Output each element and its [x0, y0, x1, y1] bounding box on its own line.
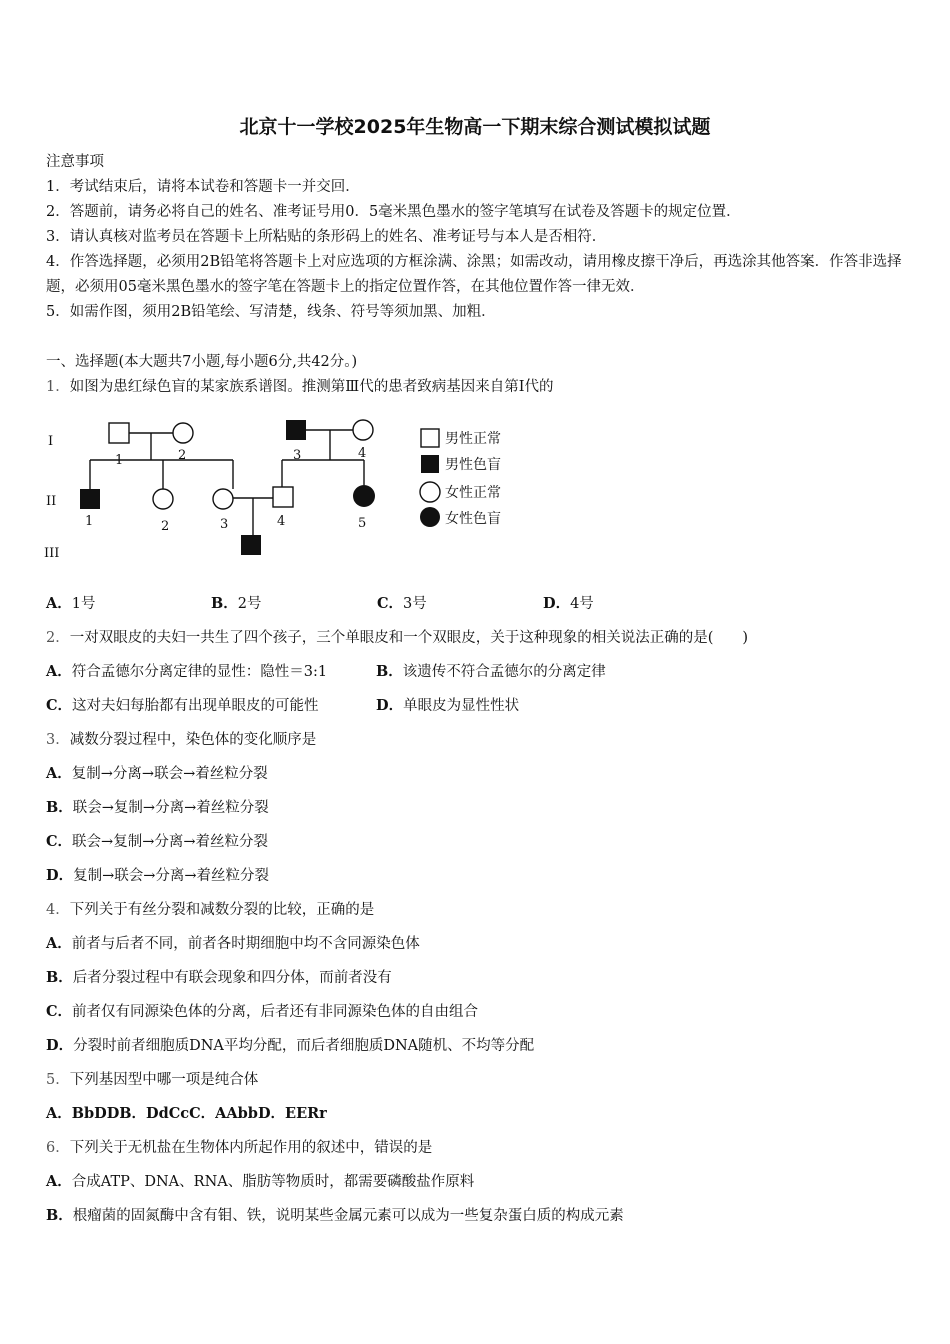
- question-5: 5．下列基因型中哪一项是纯合体: [46, 1072, 259, 1088]
- q4-option-c: C．前者仅有同源染色体的分离，后者还有非同源染色体的自由组合: [46, 1003, 479, 1020]
- q5-options: A．BbDDB．DdCcC．AAbbD．EERr: [46, 1105, 327, 1122]
- q3-option-a: A．复制→分离→联会→着丝粒分裂: [46, 765, 268, 782]
- notice-item-2: 2．答题前，请务必将自己的姓名、准考证号用0．5毫米黑色墨水的签字笔填写在试卷及答题卡的规定位置．: [46, 204, 741, 220]
- gen1-female-2-normal: [173, 423, 193, 443]
- q4-option-a: A．前者与后者不同，前者各时期细胞中均不含同源染色体: [46, 935, 420, 952]
- pedigree-legend: [420, 429, 501, 527]
- label-II-4: 4: [277, 514, 286, 529]
- page-title: 北京十一学校2025年生物高一下期末综合测试模拟试题: [239, 116, 711, 138]
- gen2-female-3-normal: [213, 489, 233, 509]
- q4-option-d: D．分裂时前者细胞质DNA平均分配，而后者细胞质DNA随机、不均等分配: [46, 1037, 535, 1054]
- notice-item-1: 1．考试结束后，请将本试卷和答题卡一并交回．: [46, 179, 360, 195]
- gen2-female-2-normal: [153, 489, 173, 509]
- q2-option-b: B．该遗传不符合孟德尔的分离定律: [376, 663, 606, 680]
- question-number: 1．: [46, 379, 70, 395]
- question-4: 4．下列关于有丝分裂和减数分裂的比较，正确的是: [46, 902, 375, 918]
- label-II-3: 3: [220, 517, 229, 532]
- question-text: 如图为患红绿色盲的某家族系谱图。推测第Ⅲ代的患者致病基因来自第Ⅰ代的: [69, 379, 554, 395]
- section-heading: 一、选择题(本大题共7小题,每小题6分,共42分。): [46, 354, 358, 370]
- gen1-male-3-affected: [286, 420, 306, 440]
- notice-item-4: 4．作答选择题，必须用2B铅笔将答题卡上对应选项的方框涂满、涂黑；如需改动，请用橡皮擦干净后，再选涂其他答案．作答非选择题，必须用05毫米黑色墨水的签字笔在答题卡上的指定位置作答，在其他位置作答一律无效．: [46, 254, 902, 295]
- legend-female-normal-icon: [420, 482, 440, 502]
- pedigree-symbols: [80, 420, 375, 555]
- legend-female-affected-icon: [420, 507, 440, 527]
- gen1-male-1-normal: [109, 423, 129, 443]
- q1-option-a: A．1号: [46, 595, 96, 612]
- pedigree-chart: [40, 412, 540, 572]
- gen-label-II: II: [46, 494, 57, 509]
- label-I-3: 3: [293, 448, 302, 463]
- label-I-4: 4: [358, 446, 367, 461]
- q3-option-b: B．联会→复制→分离→着丝粒分裂: [46, 799, 269, 816]
- question-2: 2．一对双眼皮的夫妇一共生了四个孩子，三个单眼皮和一个双眼皮，关于这种现象的相关说法正确的是( ): [46, 630, 749, 646]
- gen1-female-4-normal: [353, 420, 373, 440]
- gen2-male-4-normal: [273, 487, 293, 507]
- gen2-female-5-affected: [353, 485, 375, 507]
- q2-option-c: C．这对夫妇每胎都有出现单眼皮的可能性: [46, 697, 319, 714]
- legend-male-normal: 男性正常: [445, 431, 501, 447]
- legend-female-affected: 女性色盲: [445, 511, 501, 527]
- label-I-1: 1: [115, 453, 124, 468]
- legend-male-affected-icon: [421, 455, 439, 473]
- q4-option-b: B．后者分裂过程中有联会现象和四分体，而前者没有: [46, 969, 392, 986]
- q6-option-b: B．根瘤菌的固氮酶中含有钼、铁，说明某些金属元素可以成为一些复杂蛋白质的构成元素: [46, 1207, 624, 1224]
- q1-option-b: B．2号: [211, 595, 262, 612]
- gen-label-I: I: [48, 434, 54, 449]
- gen-label-III: III: [44, 546, 60, 561]
- label-I-2: 2: [178, 448, 187, 463]
- q2-option-d: D．单眼皮为显性性状: [376, 697, 520, 714]
- gen3-male-1-affected: [241, 535, 261, 555]
- q3-option-c: C．联会→复制→分离→着丝粒分裂: [46, 833, 268, 850]
- label-II-1: 1: [85, 514, 94, 529]
- notice-item-3: 3．请认真核对监考员在答题卡上所粘贴的条形码上的姓名、准考证号与本人是否相符．: [46, 229, 607, 245]
- q6-option-a: A．合成ATP、DNA、RNA、脂肪等物质时，都需要磷酸盐作原料: [46, 1173, 475, 1190]
- q3-option-d: D．复制→联会→分离→着丝粒分裂: [46, 867, 270, 884]
- legend-male-affected: 男性色盲: [445, 457, 501, 473]
- q2-option-a: A．符合孟德尔分离定律的显性：隐性＝3:1: [46, 663, 328, 680]
- question-3: 3．减数分裂过程中，染色体的变化顺序是: [46, 732, 317, 748]
- gen2-male-1-affected: [80, 489, 100, 509]
- notice-item-5: 5．如需作图，须用2B铅笔绘、写清楚，线条、符号等须加黑、加粗．: [46, 304, 496, 320]
- q1-option-c: C．3号: [377, 595, 427, 612]
- legend-male-normal-icon: [421, 429, 439, 447]
- notice-heading: 注意事项: [46, 154, 104, 170]
- label-II-5: 5: [358, 516, 367, 531]
- label-II-2: 2: [161, 519, 170, 534]
- question-6: 6．下列关于无机盐在生物体内所起作用的叙述中，错误的是: [46, 1140, 433, 1156]
- legend-female-normal: 女性正常: [445, 485, 501, 501]
- q1-option-d: D．4号: [543, 595, 594, 612]
- question-1: [46, 377, 553, 397]
